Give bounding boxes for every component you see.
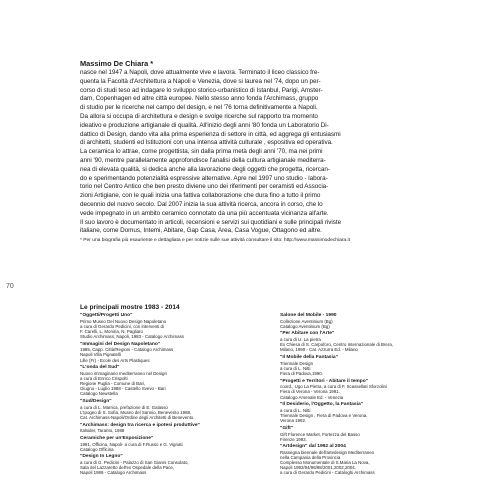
biography-line: dam, Copenhagen ed altre città europee. Nello stesso anno fonda l'Archimass, gruppo (80, 95, 319, 103)
exhibition-detail: a cura di U. La pietra (280, 337, 321, 343)
biography-line: di architetti, studenti ed Istituzioni con una intensa attività culturale , espositiva ed operativa. (80, 139, 333, 147)
biography-line: Da allora si occupa di architettura e design e svolge ricerche sul rapporto tra momento (80, 112, 318, 120)
exhibition-detail: Primo Museo Del Nuovo Design Napoletano (80, 318, 167, 324)
exhibition-detail: Napoli Villa Pignatelli (80, 352, 121, 358)
biography-footnote: * Per una biografia più esauriente e dettagliata e per notizie sulle sue attività consultare il sito: http://www.massimodechiara.it (80, 238, 350, 244)
exhibitions-heading: Le principali mostre 1983 - 2014 (80, 304, 180, 311)
exhibition-title: "Design In Legno" (80, 454, 123, 460)
exhibition-detail: Fiera di Padova,1990. (280, 370, 323, 376)
biography-line: torio nel Centro Antico che ben presto diviene uno dei riferimenti per ceramisti ed Associa- (80, 183, 329, 191)
exhibition-entry (280, 313, 455, 329)
exhibition-title: "Per Abitare con l'Arte" (280, 331, 335, 337)
exhibition-detail: Triennale Design (280, 360, 314, 366)
exhibition-detail: Triennale Design , Fiera di Padova e Verona, (280, 413, 368, 419)
exhibition-detail: a cura di G. Pedicini - Palazzo di San Gianni Consolato, (80, 460, 189, 466)
exhibition-detail: Complesso Monumentale di S.Maria La Nova, (280, 460, 370, 466)
exhibition-detail: Rassegna biennale dell'artedesign Mediterraneo (280, 449, 375, 455)
biography-line: zioni Artigiane, con le quali inizia una fattiva collaborazione che dura fino a tutto il primo (80, 192, 321, 200)
biography-text (80, 69, 472, 236)
biography-line: corso di studi teso ad indagare lo sviluppo storico-urbanistico di Istanbul, Parigi, Amster- (80, 86, 323, 94)
biography-line: do e sperimentando potenzialità espressive alternative. Apre nel 1997 uno studio - labora- (80, 174, 328, 182)
exhibition-entry (280, 426, 455, 442)
exhibition-title: "Progetti e Territori - Abitare il tempo" (280, 378, 369, 384)
exhibition-detail: Studio Archimass, Napoli, 1983 - Catalogo Archimass (80, 333, 184, 339)
exhibition-detail: Verona 1992. (280, 418, 307, 424)
exhibition-detail: nella Campania della Provincia (280, 455, 341, 461)
exhibition-entry (280, 402, 455, 423)
exhibitions-right-column (280, 313, 455, 478)
biography-line: ideativo e produzione artigianale di qualità. All'inizio degli anni '80 fonda un Laboratorio Di- (80, 121, 329, 129)
exhibition-title: "Archimass: design tra ricerca e ipotesi produttive" (80, 422, 200, 428)
exhibition-detail: Catalogo Officina (80, 446, 114, 452)
exhibition-detail: Napoli 1992/94/96/98/2001,2002,2004. (280, 465, 356, 471)
exhibition-title: "L'onda del Sud" (80, 365, 120, 371)
exhibition-entry (80, 423, 255, 434)
exhibition-title: "Artdesign" dal 1992 al 2004 (280, 444, 346, 450)
exhibition-detail: Ex Chiesa di S. Carpoforo, Centro Internazionale di Brera, (280, 342, 393, 348)
exhibition-entry (80, 436, 255, 452)
author-name: Massimo De Chiara * (80, 59, 154, 68)
exhibition-detail: Giugno - Luglio 1988 - Castello Svevo - Bari (80, 386, 166, 392)
exhibition-entry (280, 379, 455, 400)
exhibition-title: "Il Mobile della Fantasia" (280, 355, 338, 361)
exhibition-entry (80, 313, 255, 339)
biography-line: La ceramica lo attrae, come progettista, sin dalla prima metà degli anni '70, ma nei primi (80, 148, 323, 156)
exhibition-entry (280, 355, 455, 376)
biography-line: anni '90, mentre parallelamente approfondisce l'analisi della cultura artigianale mediterra- (80, 156, 326, 164)
biography-line: di studio per le ricerche nel campo del design, e nel '76 torna definitivamente a Napoli. (80, 104, 318, 112)
exhibition-detail: Fiera di Verona - Verona 1991. (280, 389, 340, 395)
exhibition-detail: Regione Puglia - Comune di Bari, (80, 381, 146, 387)
exhibition-detail: Gift Florence Market, Fortezza del Basso (280, 431, 360, 437)
exhibition-title: Salone del Mobile - 1990 (280, 313, 337, 318)
page-number: 70 (6, 283, 14, 290)
exhibition-detail: a cura di L. Nitti (280, 365, 311, 371)
exhibition-detail: Cat. Archimass-Napoli/Ordine degli Architetti di Benevento. (80, 414, 195, 420)
exhibition-detail: 1985, Capp. Città/Regioni - Catalogo Archimass (80, 347, 174, 353)
exhibition-detail: Catalogo Newstella (80, 391, 118, 397)
exhibition-entry (280, 444, 455, 475)
exhibitions-section (80, 303, 472, 476)
exhibition-title: Ceramiche per un'Esposizione" (80, 435, 154, 441)
exhibitions-left-column (80, 313, 255, 478)
biography-line: Il suo lavoro è documentato in articoli, recensioni e servizi sui quotidiani e sulle principali riviste (80, 218, 342, 226)
exhibition-detail: a cura di Gerardo Pedicini - Cataloghi Archimass (280, 470, 375, 476)
exhibition-detail: Firenze 1993. (280, 436, 307, 442)
exhibition-title: "Gift" (280, 425, 294, 431)
exhibition-detail: Catalogo Arsenale Ed. - Venezia (280, 394, 344, 400)
exhibition-detail: a cura di L. Nitti (280, 407, 311, 413)
exhibition-detail: 1991, Officina, Napoli- a cura di F.Russo e G. Vignati (80, 441, 183, 447)
exhibition-detail: a cura di Enrico Crispolti (80, 376, 128, 382)
exhibition-detail: Lille (Fr) - Ecole des Arts Plastiques (80, 357, 150, 363)
exhibition-detail: F. Carelli, L. Moniria, N. Pagliaro (80, 328, 143, 334)
exhibition-detail: Catalogo Aventinium (Bg) (280, 323, 330, 329)
biography-line: nasce nel 1947 a Napoli, dove attualmente vive e lavora. Terminato il liceo classico fre- (80, 69, 320, 76)
exhibition-title: "Immagini del Design Napoletano" (80, 341, 161, 347)
exhibition-detail: Milano, 1990 - Cat. Azzurra Ed. - Milano (280, 347, 358, 353)
biography-section (80, 59, 472, 244)
exhibition-entry (80, 365, 255, 396)
biography-line: italiane, come Domus, Intemi, Abitare, Gap Casa, Area, Casa Vogue, Ottagono ed altre. (80, 227, 322, 235)
exhibition-entry (80, 454, 255, 475)
exhibition-title: "Oggetti/Progetti Uno" (80, 313, 133, 318)
exhibition-entry (80, 342, 255, 363)
exhibition-detail: L'Ipogeo di S. Sofia, Museo del Sannio, Benevento 1988, (80, 409, 192, 415)
biography-line: quenta la Facoltà d'Architettura a Napoli e Venezia, dove si laurea nel '74, dopo un per- (80, 77, 321, 85)
exhibition-detail: Napoli 1989 - Catalogo Archimass (80, 470, 147, 476)
biography-line: decennio del nuovo secolo. Dal 2007 inizia la sua attività ricerca, ancora in corso, che lo (80, 200, 323, 208)
exhibition-detail: Nuovo immaginario mediterraneo nel Design (80, 370, 167, 376)
exhibition-entry (280, 331, 455, 352)
biography-line: nea di elevata qualità, si dedica anche alla lavorazione degli oggetti che progetta, ricercan- (80, 165, 330, 173)
exhibition-title: "Il Desiderio, l'Oggetto, la Fantasia" (280, 402, 363, 408)
exhibition-detail: Collezione Aventinium (Bg) (280, 318, 333, 324)
exhibition-detail: Italsider, Taranto, 1988 (80, 428, 125, 434)
exhibition-detail: coord., Ugo La Pietra, a cura di F. Scassellati Sforzolini (280, 384, 387, 390)
biography-line: vede impegnato in un ambito ceramico connotato da una più accentuata vicinanza all'arte. (80, 209, 329, 217)
biography-line: dattico di Design, dando vita alla prima esperienza di settore in città, ed aggrega gli entusiasmi (80, 130, 341, 138)
exhibition-detail: a cura di Gerardo Pedicini, con interventi di (80, 323, 164, 329)
exhibition-detail: Sala del Lazzaretto dell'ex Ospedale della Pace, (80, 465, 175, 471)
exhibition-detail: a cura di L. Marrica, prefazione di E. Galasso (80, 404, 168, 410)
exhibition-entry (80, 399, 255, 420)
exhibition-title: "Sud/Design" (80, 399, 112, 405)
